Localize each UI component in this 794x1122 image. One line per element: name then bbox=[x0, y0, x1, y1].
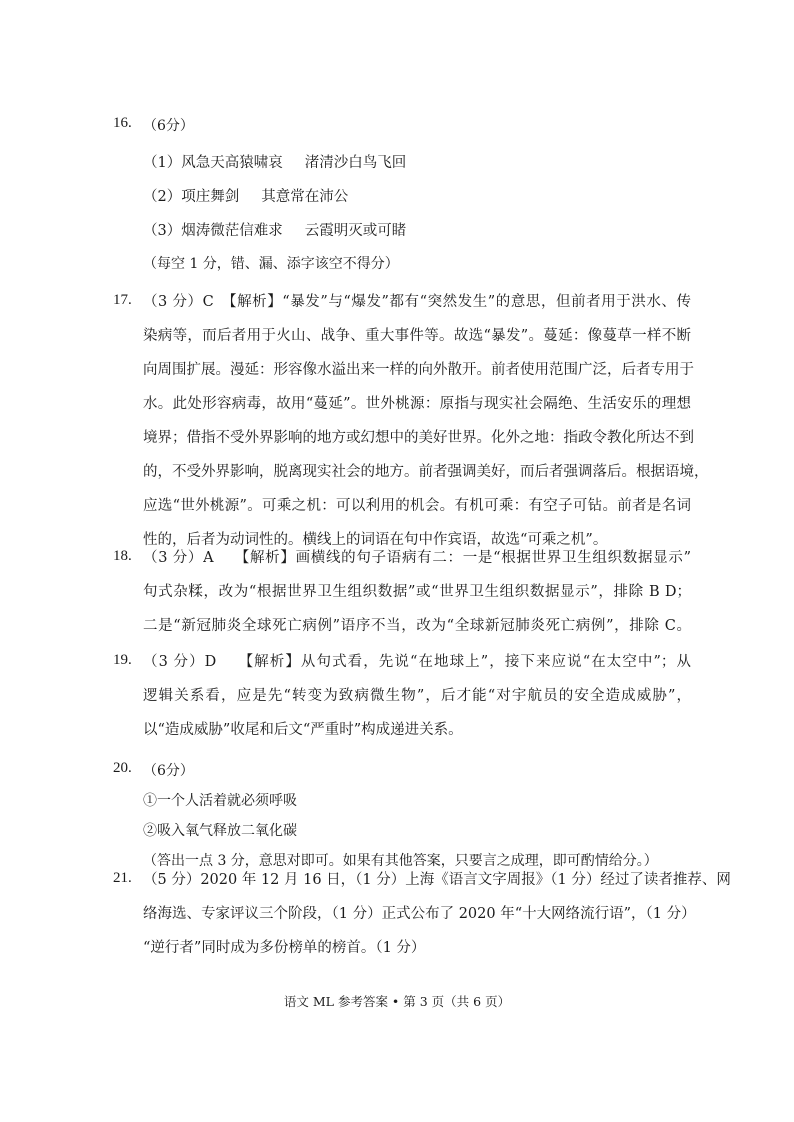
explanation-line: （3 分）A 【解析】画横线的句子语病有二：一是“根据世界卫生组织数据显示” bbox=[143, 550, 691, 566]
explanation-line: 句式杂糅，改为“根据世界卫生组织数据”或“世界卫生组织数据显示”，排除 B D； bbox=[143, 584, 691, 600]
explanation-line: 逻辑关系看，应是先“转变为致病微生物”，后才能“对宇航员的安全造成威胁”， bbox=[143, 688, 691, 704]
explanation-line: 水。此处形容病毒，故用“蔓延”。世外桃源：原指与现实社会隔绝、生活安乐的理想 bbox=[143, 396, 691, 412]
answer-blank-5: （3）烟涛微茫信难求 bbox=[143, 223, 283, 239]
explanation-line: 以“造成威胁”收尾和后文“严重时”构成递进关系。 bbox=[143, 722, 463, 738]
question-score: （6分） bbox=[143, 118, 194, 134]
question-number: 20. bbox=[113, 760, 132, 776]
explanation-line: 性的，后者为动词性的。横线上的词语在句中作宾语，故选“可乘之机”。 bbox=[143, 532, 608, 548]
explanation-line: 二是“新冠肺炎全球死亡病例”语序不当，改为“全球新冠肺炎死亡病例”，排除 C。 bbox=[143, 618, 691, 634]
answer-line-3 bbox=[143, 219, 406, 240]
question-16 bbox=[113, 115, 693, 272]
question-17 bbox=[113, 285, 709, 557]
scoring-note: （每空 1 分，错、漏、添字该空不得分） bbox=[143, 256, 399, 272]
answer-line: 络海选、专家评议三个阶段，（1 分）正式公布了 2020 年“十大网络流行语”，（1 分） bbox=[143, 906, 696, 922]
answer-line-1 bbox=[143, 151, 406, 172]
question-score: （6分） bbox=[143, 763, 194, 779]
answer-line: （5 分）2020 年 12 月 16 日，（1 分）上海《语言文字周报》（1 分）经过了读者推荐、网 bbox=[143, 872, 731, 888]
answer-blank-2: 渚清沙白鸟飞回 bbox=[304, 155, 407, 171]
question-number: 21. bbox=[113, 870, 132, 886]
scoring-note: （答出一点 3 分，意思对即可。如果有其他答案，只要言之成理，即可酌情给分。） bbox=[143, 853, 658, 869]
answer-line: “逆行者”同时成为多份榜单的榜首。（1 分） bbox=[143, 940, 426, 956]
explanation-line: （3 分）C 【解析】“暴发”与“爆发”都有“突然发生”的意思，但前者用于洪水、传 bbox=[143, 294, 691, 310]
answer-blank-1: （1）风急天高猿啸哀 bbox=[143, 155, 283, 171]
explanation-line: （3 分）D 【解析】从句式看，先说“在地球上”，接下来应说“在太空中”；从 bbox=[143, 654, 691, 670]
question-number: 16. bbox=[113, 115, 132, 131]
explanation-line: 向周围扩展。漫延：形容像水溢出来一样的向外散开。前者使用范围广泛，后者专用于 bbox=[143, 362, 694, 378]
question-number: 17. bbox=[113, 292, 132, 308]
explanation-line: 应选“世外桃源”。可乘之机：可以利用的机会。有机可乘：有空子可钻。前者是名词 bbox=[143, 498, 691, 514]
answer-blank-6: 云霞明灭或可睹 bbox=[304, 223, 407, 239]
answer-blank-3: （2）项庄舞剑 bbox=[143, 189, 240, 205]
question-19 bbox=[113, 645, 693, 747]
question-20 bbox=[113, 760, 693, 869]
question-21 bbox=[113, 863, 731, 965]
page-footer: 语文 ML 参考答案 • 第 3 页（共 6 页） bbox=[283, 994, 511, 1009]
answer-point-2: ②吸入氧气释放二氧化碳 bbox=[143, 823, 297, 839]
answer-line-2 bbox=[143, 185, 348, 206]
question-number: 18. bbox=[113, 548, 132, 564]
question-number: 19. bbox=[113, 652, 132, 668]
answer-point-1: ①一个人活着就必须呼吸 bbox=[143, 793, 297, 809]
explanation-line: 的，不受外界影响，脱离现实社会的地方。前者强调美好，而后者强调落后。根据语境， bbox=[143, 464, 709, 480]
question-18 bbox=[113, 541, 693, 643]
explanation-line: 染病等，而后者用于火山、战争、重大事件等。故选“暴发”。蔓延：像蔓草一样不断 bbox=[143, 328, 691, 344]
answer-blank-4: 其意常在沛公 bbox=[261, 189, 349, 205]
explanation-line: 境界；借指不受外界影响的地方或幻想中的美好世界。化外之地：指政令教化所达不到 bbox=[143, 430, 694, 446]
